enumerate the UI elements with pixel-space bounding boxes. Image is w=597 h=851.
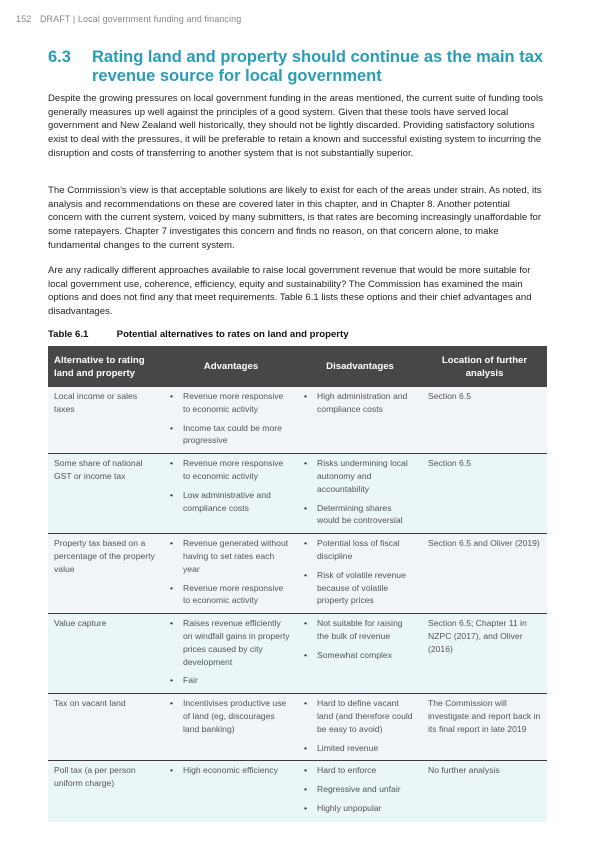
table-caption <box>48 329 349 340</box>
table-row <box>48 614 547 694</box>
table-row <box>48 694 547 761</box>
table-number: Table 6.1 <box>48 329 89 340</box>
cell-advantages <box>164 454 298 534</box>
running-title: DRAFT | Local government funding and financing <box>39 14 242 24</box>
list-item: • Risks undermining local autonomy and accountability <box>304 457 416 495</box>
list-item: • Hard to enforce <box>304 764 416 777</box>
list-item: • Regressive and unfair <box>304 783 416 796</box>
table-row <box>48 761 547 823</box>
cell-advantages <box>164 534 298 614</box>
list-item: • Revenue more responsive to economic activity <box>170 457 292 483</box>
list-item: • Not suitable for raising the bulk of revenue <box>304 617 416 643</box>
list-item: • Limited revenue <box>304 742 416 755</box>
cell-alternative: Property tax based on a percentage of the property value <box>48 534 164 614</box>
table-row <box>48 387 547 454</box>
cell-location: No further analysis <box>422 761 547 823</box>
cell-disadvantages <box>298 694 422 761</box>
cell-advantages <box>164 694 298 761</box>
list-item: • Risk of volatile revenue because of volatile property prices <box>304 569 416 607</box>
cell-advantages <box>164 614 298 694</box>
header-advantages: Advantages <box>164 346 298 387</box>
cell-location: Section 6.5; Chapter 11 in NZPC (2017), and Oliver (2016) <box>422 614 547 694</box>
page-number: 152 <box>16 14 32 24</box>
cell-location: Section 6.5 <box>422 387 547 454</box>
list-item: • Hard to define vacant land (and therefore could be easy to avoid) <box>304 697 416 735</box>
table-row <box>48 454 547 534</box>
list-item: • High economic efficiency <box>170 764 292 777</box>
header-alternative: Alternative to rating land and property <box>48 346 164 387</box>
cell-advantages <box>164 387 298 454</box>
table-caption-text: Potential alternatives to rates on land and property <box>116 329 349 340</box>
cell-alternative: Value capture <box>48 614 164 694</box>
section-title: Rating land and property should continue as the main tax revenue source for local government <box>92 48 544 85</box>
alternatives-table <box>48 346 547 822</box>
list-item: • Low administrative and compliance costs <box>170 489 292 515</box>
cell-disadvantages <box>298 614 422 694</box>
section-number: 6.3 <box>48 48 71 66</box>
cell-location: Section 6.5 <box>422 454 547 534</box>
list-item: • Somewhat complex <box>304 649 416 662</box>
list-item: • Revenue more responsive to economic activity <box>170 582 292 608</box>
cell-alternative: Poll tax (a per person uniform charge) <box>48 761 164 823</box>
cell-disadvantages <box>298 454 422 534</box>
table-header-row <box>48 346 547 387</box>
cell-location: The Commission will investigate and report back in its final report in late 2019 <box>422 694 547 761</box>
list-item: • Incentivises productive use of land (eg, discourages land banking) <box>170 697 292 735</box>
header-location: Location of further analysis <box>422 346 547 387</box>
paragraph-3: Are any radically different approaches available to raise local government revenue that would be more suitable for local government use, coherence, efficiency, equity and sustainability? The Commission has examined the main options and does not find any that meet requirements. Table 6.1 lists these options and their chief advantages and disadvantages. <box>48 265 532 318</box>
cell-alternative: Local income or sales taxes <box>48 387 164 454</box>
cell-disadvantages <box>298 534 422 614</box>
paragraph-2: The Commission’s view is that acceptable solutions are likely to exist for each of the areas under strain. As noted, its analysis and recommendations on these are covered later in this chapter, and in Chapter 8. Another potential concern with the current system, voiced by many submitters, is that rates are becoming increasingly unaffordable for some ratepayers. Chapter 7 investigates this concern and finds no reason, on that concern alone, to make fundamental changes to the current system. <box>48 185 542 251</box>
table-row <box>48 534 547 614</box>
list-item: • Raises revenue efficiently on windfall gains in property prices caused by city development <box>170 617 292 668</box>
list-item: • Income tax could be more progressive <box>170 422 292 448</box>
list-item: • Revenue generated without having to set rates each year <box>170 537 292 575</box>
cell-alternative: Some share of national GST or income tax <box>48 454 164 534</box>
list-item: • Fair <box>170 674 292 687</box>
cell-alternative: Tax on vacant land <box>48 694 164 761</box>
cell-disadvantages <box>298 387 422 454</box>
cell-advantages <box>164 761 298 823</box>
running-header <box>16 14 241 24</box>
list-item: • Highly unpopular <box>304 802 416 815</box>
list-item: • Determining shares would be controversial <box>304 502 416 528</box>
list-item: • Revenue more responsive to economic activity <box>170 390 292 416</box>
paragraph-1: Despite the growing pressures on local government funding in the areas mentioned, the current suite of funding tools generally measures up well against the principles of a good system. Given that these tools have served local government and New Zealand well historically, they should not be lightly discarded. Providing satisfactory solutions exist to deal with the pressures, it will be preferable to retain a known and successful existing system to incurring the disruption and costs of transferring to another system that is not substantially superior. <box>48 93 543 159</box>
cell-disadvantages <box>298 761 422 823</box>
list-item: • Potential loss of fiscal discipline <box>304 537 416 563</box>
cell-location: Section 6.5 and Oliver (2019) <box>422 534 547 614</box>
header-disadvantages: Disadvantages <box>298 346 422 387</box>
list-item: • High administration and compliance costs <box>304 390 416 416</box>
